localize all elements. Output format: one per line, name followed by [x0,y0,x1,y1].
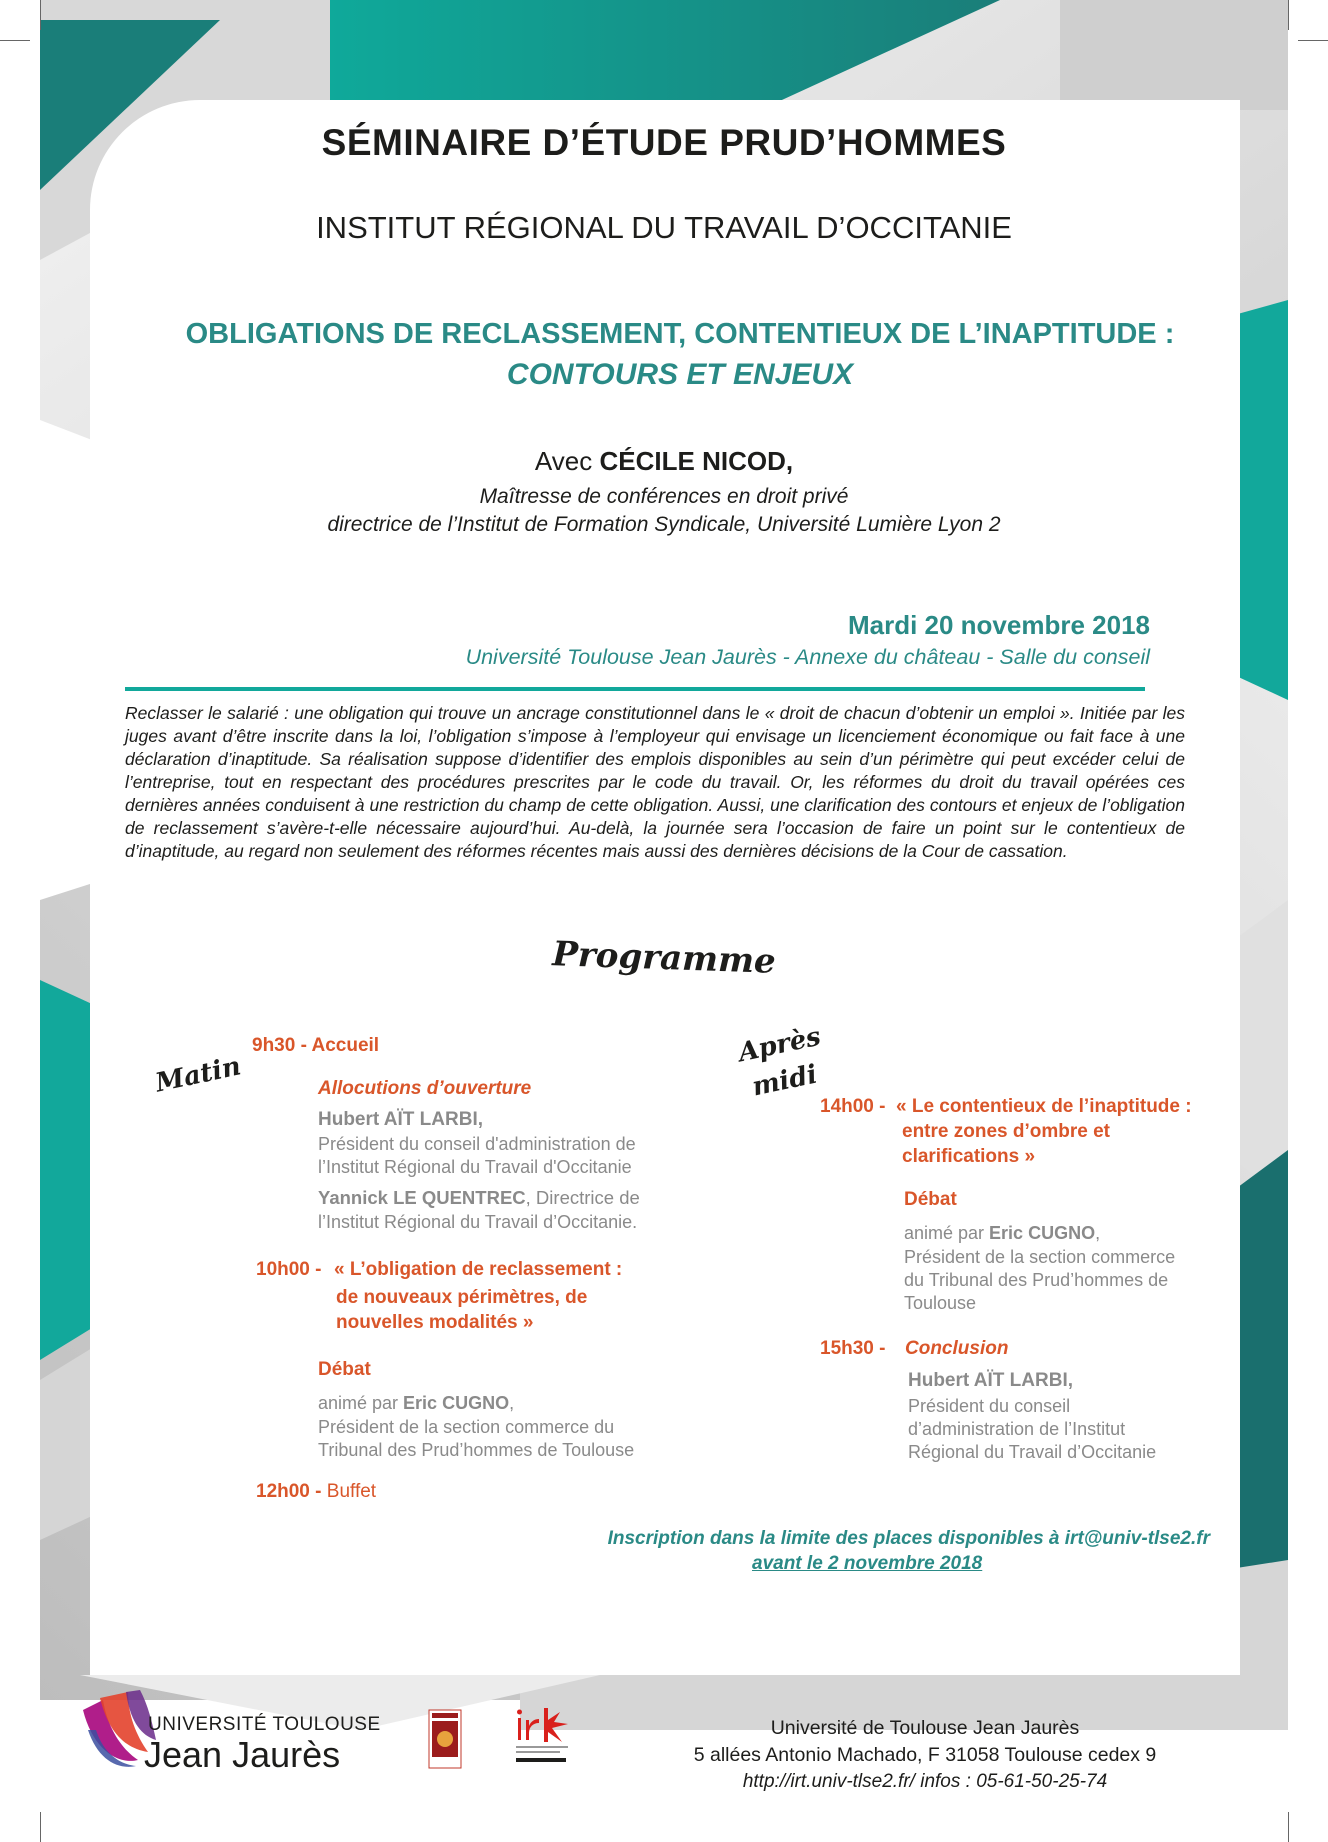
afternoon-debate: Débat [904,1189,957,1210]
afternoon-label-2: midi [749,1059,820,1103]
afternoon-debate-role-1: Président de la section commerce [904,1247,1176,1267]
host-name: Eric CUGNO [989,1223,1096,1243]
closing-speaker-name: Hubert AÏT LARBI, [908,1370,1074,1391]
topic-line-1: OBLIGATIONS DE RECLASSEMENT, CONTENTIEUX DE L’INAPTITUDE : [185,318,1175,350]
closing-speaker-role-3: Régional du Travail d’Occitanie [908,1442,1157,1462]
morning-debate-role-2: Tribunal des Prud’hommes de Toulouse [318,1440,635,1460]
morning-item-2-title-2: de nouveaux périmètres, de [336,1287,588,1308]
crop-mark [0,40,30,41]
crop-mark [1298,40,1328,41]
afternoon-item-2-title: Conclusion [905,1338,1009,1359]
university-logo-line-2: Jean Jaurès [144,1734,341,1775]
host-suffix: , [1095,1223,1101,1243]
morning-item-2-time: 10h00 - [256,1259,322,1280]
speaker-role-1: Maîtresse de conférences en droit privé [479,485,849,508]
speaker-2-role-2: l’Institut Régional du Travail d’Occitanie. [318,1212,638,1232]
host-name: Eric CUGNO [403,1393,510,1413]
morning-debate: Débat [318,1359,371,1380]
speaker-line [0,446,1328,477]
speaker-1-role-1: Président du conseil d'administration de [318,1134,636,1154]
afternoon-item-1-time: 14h00 - [820,1096,886,1117]
host-prefix: animé par [904,1223,990,1243]
morning-item-2-title-3: nouvelles modalités » [336,1312,534,1333]
footer-address-1: Université de Toulouse Jean Jaurès [770,1717,1080,1739]
speaker-2-role-1: , Directrice de [525,1187,640,1208]
closing-speaker-role-2: d’administration de l’Institut [908,1419,1126,1439]
university-logo-line-1: UNIVERSITÉ TOULOUSE [148,1714,381,1735]
speaker-1-role-2: l’Institut Régional du Travail d'Occitanie [318,1157,632,1177]
morning-item-3 [256,1480,376,1503]
item-title: Accueil [311,1035,380,1056]
description: Reclasser le salarié : une obligation qui trouve un ancrage constitutionnel dans le « droit de chacun d’obtenir un emploi ». Initiée par les juges avant d’être inscrite dans la loi, l’obligation s’impose à l’employeur qui envisage un licenciement économique ou fait face à une déclaration d’inaptitude. Sa réalisation suppose d’identifier des emplois disponibles au sein d’un périmètre qui peut excéder celui de l’entreprise, tout en respectant des procédures prescrites par le code du travail. Or, les réformes du droit du travail opérées ces dernières années conduisent à une restriction du champ de cette obligation. Aussi, une clarification des contours et enjeux de l’obligation de reclassement s’avère-t-elle nécessaire aujourd’hui. Au-delà, la journée sera l’occasion de faire un point sur le contentieux de d’inaptitude, au regard non seulement des réformes récentes mais aussi des dernières décisions de la Cour de cassation. [125,703,1185,861]
time-label: 12h00 - [256,1481,327,1502]
seminar-title: SÉMINAIRE D’ÉTUDE PRUD’HOMMES [321,122,1007,163]
afternoon-debate-host [904,1222,1100,1245]
topic-line-2: CONTOURS ET ENJEUX [506,358,854,391]
afternoon-item-2-time: 15h30 - [820,1338,886,1359]
afternoon-debate-role-2: du Tribunal des Prud’hommes de [904,1270,1169,1290]
event-place: Université Toulouse Jean Jaurès - Annexe du château - Salle du conseil [465,645,1150,669]
footer-address-2: 5 allées Antonio Machado, F 31058 Toulouse cedex 9 [693,1744,1157,1766]
divider [125,687,1145,691]
time-label: 9h30 - [252,1035,312,1056]
afternoon-item-1-title-3: clarifications » [902,1146,1036,1167]
morning-item-2-title-1: « L’obligation de reclassement : [334,1259,623,1280]
afternoon-item-1-title-1: « Le contentieux de l’inaptitude : [896,1096,1192,1117]
afternoon-debate-role-3: Toulouse [904,1293,977,1313]
speaker-2 [318,1187,640,1210]
morning-debate-role-1: Président de la section commerce du [318,1417,615,1437]
host-prefix: animé par [318,1393,404,1413]
programme-heading: Programme [551,934,777,982]
crop-mark [1288,1812,1289,1842]
closing-speaker-role-1: Président du conseil [908,1396,1071,1416]
registration-deadline: avant le 2 novembre 2018 [752,1553,983,1574]
morning-label: Matin [152,1051,244,1099]
speaker-name: CÉCILE NICOD, [599,446,794,476]
crop-mark [40,0,41,30]
speaker-prefix: Avec [534,446,593,476]
morning-item-1 [252,1034,379,1057]
morning-debate-host [318,1392,514,1415]
afternoon-item-1-title-2: entre zones d’ombre et [902,1121,1110,1142]
irt-occitanie-logo-icon [512,1702,582,1772]
afternoon-label-1: Après [735,1021,824,1069]
institute-name: INSTITUT RÉGIONAL DU TRAVAIL D’OCCITANIE [316,210,1012,245]
opening-speeches: Allocutions d’ouverture [318,1078,532,1099]
crop-mark [40,1812,41,1842]
federal-university-logo-icon [428,1709,462,1769]
registration-line-1[interactable]: Inscription dans la limite des places disponibles à irt@univ-tlse2.fr [607,1528,1210,1549]
speaker-2-name: Yannick LE QUENTREC [318,1187,526,1208]
footer-contact[interactable]: http://irt.univ-tlse2.fr/ infos : 05-61-50-25-74 [742,1771,1108,1792]
event-date: Mardi 20 novembre 2018 [847,610,1150,640]
speaker-role-2: directrice de l’Institut de Formation Syndicale, Université Lumière Lyon 2 [327,513,1001,536]
host-suffix: , [509,1393,515,1413]
speaker-1-name: Hubert AÏT LARBI, [318,1109,484,1130]
item-title: Buffet [326,1481,377,1502]
crop-mark [1288,0,1289,30]
